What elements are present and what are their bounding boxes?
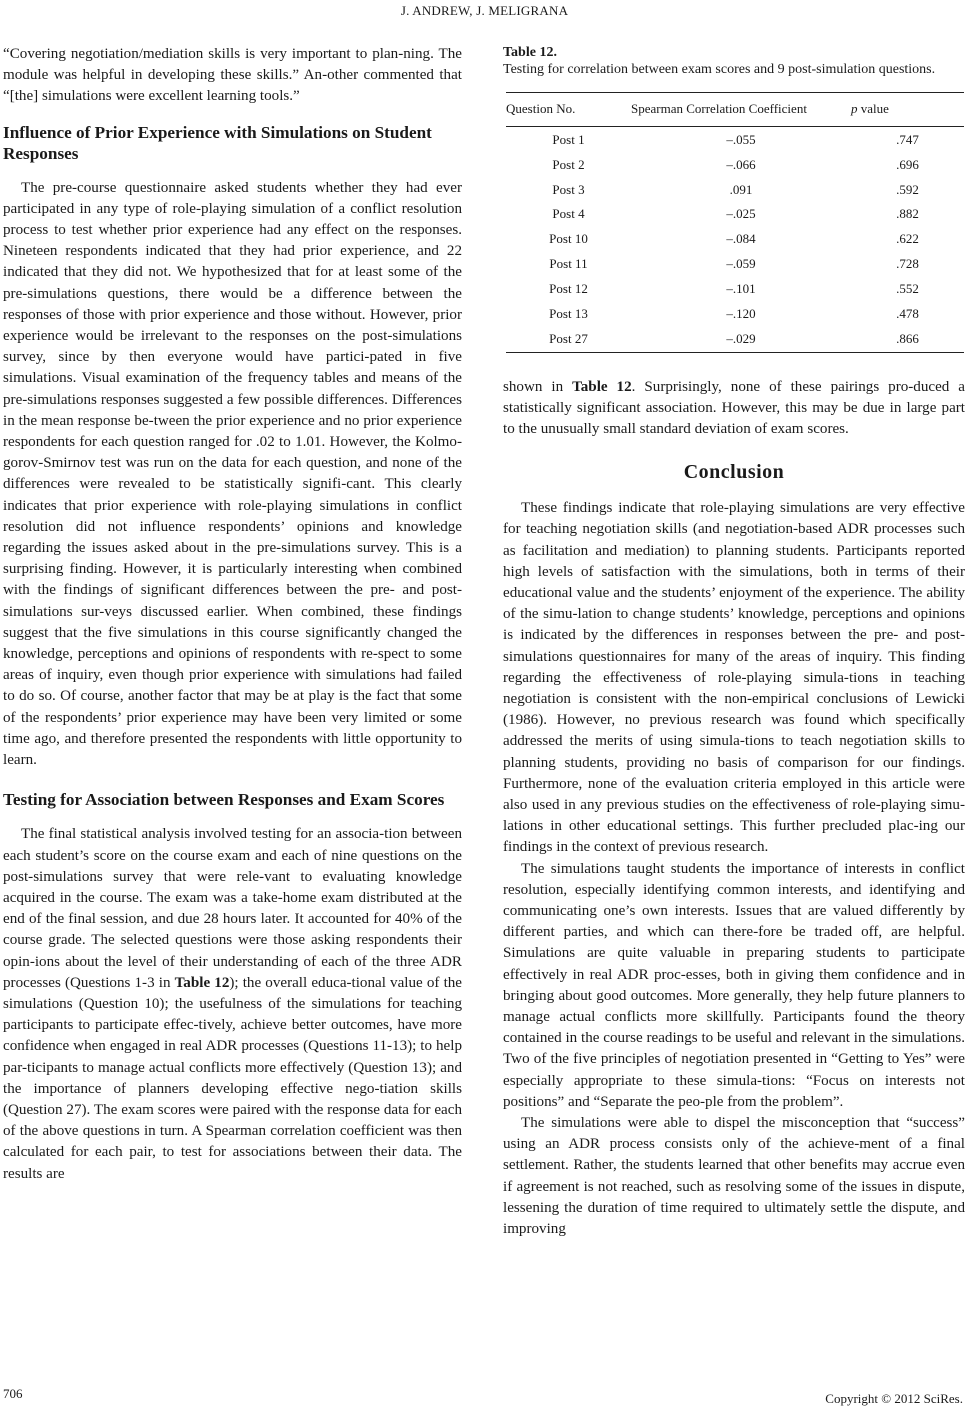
header-spearman-coefficient: Spearman Correlation Coefficient [631,93,851,127]
cell-spearman-coefficient: –.029 [631,326,851,353]
cell-spearman-coefficient: –.101 [726,280,756,296]
left-column [3,44,462,1185]
table-header-row [506,93,964,127]
cell-question-no: Post 13 [549,305,588,321]
cell-spearman-coefficient: –.059 [726,255,756,271]
cell-question-no: Post 27 [506,326,631,353]
table-title: Testing for correlation between exam scores and 9 post-simulation questions. [503,62,936,77]
testing-text-part-1: The final statistical analysis involved testing for an associa-tion between each student’s score on the course exam and each of nine questions on the post-simulations survey that were rele-vant to evaluating knowledge acquired in the course. The exam was a take-home exam distributed at the end of the final session, and due 28 hours later. It accounted for 40% of the course grade. The selected questions were those asking respondents their opin-ions about the level of their understanding of each of the three ADR processes (Questions 1-3 in [3,826,462,991]
header-question-no: Question No. [506,93,631,127]
cell-question-no: Post 10 [549,231,588,247]
intro-paragraph: “Covering negotiation/mediation skills is very important to plan-ning. The module was helpful in developing these skills.” An-other commented that “[the] simulations were excellent learning tools.” [3,46,462,105]
table-reference: Table 12 [572,378,632,395]
table-row [506,177,964,202]
table-row [506,276,964,301]
results-text-part-1: shown in [503,378,573,395]
cell-spearman-coefficient: .091 [729,181,753,197]
cell-p-value: .866 [851,326,964,353]
table-row [506,226,964,251]
page-number: 706 [3,1386,23,1401]
cell-question-no: Post 2 [552,156,585,172]
right-column [503,44,965,1240]
prior-experience-paragraph: The pre-course questionnaire asked students whether they had ever participated in any type of role-playing simulation of a conflict resolution process to test whether prior experience had any effect on the responses. Nineteen respondents indicated that they had prior experience, and 22 indicated that they did not. We hypothesized that for at least some of the pre-simulations questions, there would be a difference between the responses of those with prior experience and those without. However, prior experience would be irrelevant to the responses on the post-simulations survey, since by then everyone would have partici-pated in five simulations. Visual examination of the frequency tables and means of the pre-simulations responses suggested a few possible differences. Differences in the mean response be-tween the prior experience and no prior experience respondents for each question ranged for .02 to 1.01. However, the Kolmo-gorov-Smirnov test was run on the data for each question, and none of the differences were revealed to be statistically signifi-cant. This clearly indicates that prior experience with role-playing simulations in conflict resolution did not influence respondents’ opinions and knowledge regarding the issues asked about in the pre-simulations survey. This is a surprising finding. However, it is particularly interesting when combined with the findings of significant differences between the pre- and post-simulations sur-veys discussed earlier. When combined, these findings suggest that the five simulations in this course significantly changed the knowledge, perceptions and opinions of respondents with re-spect to some areas of inquiry, even though prior experience with simulations had failed to do so. Of course, another factor that may be at play is the fact that some of the respondents’ prior experience may have been very limited or some time ago, and therefore presented the respondents with little opportunity to learn. [3,179,462,769]
conclusion-paragraph-1: These findings indicate that role-playing simulations are very effective for teaching negotiation skills (and negotiation-based ADR processes such as facilitation and mediation) to planning students. Participants reported high levels of satisfaction with the simulations, both in terms of their educational value and the students’ enjoyment of the experience. The ability of the simu-lation to change students’ knowledge, perceptions and opinions is indicated by the differences in responses between the pre- and post-simulations questionnaires for many of the areas of inquiry. This finding regarding the effectiveness of role-playing simula-tions in teaching negotiation is consistent with the non-empirical conclusions of Lewicki (1986). However, no previous research was found which specifically addressed the merits of using simula-tions to teach negotiation skills to planning students, providing no basis of comparison for our findings. Furthermore, none of the evaluation criteria employed in this article were also used in any previous studies on the effectiveness of role-playing simu-lations in other educational settings. This further precluded plac-ing our findings in the context of previous research. [503,500,965,856]
cell-p-value: .478 [896,305,919,321]
cell-p-value: .882 [896,206,919,222]
cell-p-value: .552 [896,280,919,296]
table-reference: Table 12 [174,974,230,991]
cell-question-no: Post 3 [552,181,585,197]
table-row [506,326,964,353]
results-paragraph [503,377,965,441]
table-caption [503,44,965,78]
section-heading-conclusion: Conclusion [683,461,785,484]
section-heading-prior-experience: Influence of Prior Experience with Simulations on Student Responses [3,122,432,163]
cell-p-value: .696 [896,156,919,172]
table-row [506,127,964,152]
running-head: J. ANDREW, J. MELIGRANA [400,3,569,18]
table-row [506,152,964,177]
header-p-value [851,93,964,127]
table-row [506,202,964,227]
cell-p-value: .592 [896,181,919,197]
cell-p-value: .747 [896,132,919,147]
table-label: Table 12. [503,45,557,60]
header-p-rest: value [857,101,889,116]
cell-spearman-coefficient: –.055 [726,132,756,147]
testing-paragraph [3,824,462,1184]
cell-question-no: Post 4 [552,206,585,222]
cell-spearman-coefficient: –.120 [726,305,756,321]
cell-p-value: .622 [896,231,919,247]
table-row [506,301,964,326]
header-p-italic: p [851,101,858,116]
cell-spearman-coefficient: –.066 [726,156,756,172]
cell-question-no: Post 12 [549,280,588,296]
cell-question-no: Post 11 [549,255,588,271]
table-body [506,127,964,352]
conclusion-paragraph-3: The simulations were able to dispel the misconception that “success” using an ADR process consists only of the achieve-ment of a final settlement. Rather, the students learned that other benefits may accrue even if agreement is not reached, such as resolving some of the issues in dispute, lessening the duration of time required to ultimately settle the dispute, and improving [503,1115,965,1238]
table-row [506,251,964,276]
section-heading-testing-association: Testing for Association between Responses and Exam Scores [3,790,445,810]
copyright-notice: Copyright © 2012 SciRes. [825,1391,963,1406]
conclusion-paragraph-2: The simulations taught students the importance of interests in conflict resolution, especially identifying common interests, and identifying and communicating one’s own interests. Issues that are valued differently by different parties, and which can there-fore be traded off, are helpful. Simulations are quite valuable in preparing students to participate effectively in real ADR proc-esses, both in giving them confidence and in bringing about good outcomes. More generally, they help future planners to manage actual conflicts more skillfully. Participants found the theory contained in the course readings to be useful and relevant in the simulations. Two of the five principles of negotiation presented in “Getting to Yes” were especially appropriate to these simula-tions: “Focus on interests not positions” and “Separate the peo-ple from the problem”. [503,860,965,1110]
testing-text-part-2: ); the overall educa-tional value of the simulations (Question 10); the usefulness of the simulations for teaching participants to participate effec-tively, achieve better outcomes, have more confidence when engaged in real ADR processes (Questions 11-13); to help par-ticipants to manage actual conflicts more effectively (Question 13); and the importance of planners developing effective nego-tiation skills (Question 27). The exam scores were paired with the response data for each of the above questions in turn. A Spearman correlation coefficient was then calculated for each pair, to test for associations between their data. The results are [3,974,463,1182]
correlation-table [506,92,964,353]
cell-question-no: Post 1 [552,132,585,147]
cell-spearman-coefficient: –.025 [726,206,756,222]
results-text-part-2: . Surprisingly, none of these pairings pro-duced a statistically significant association. However, this may be due in large part to the unusually small standard deviation of exam scores. [503,378,966,437]
cell-p-value: .728 [896,255,919,271]
cell-spearman-coefficient: –.084 [726,231,756,247]
